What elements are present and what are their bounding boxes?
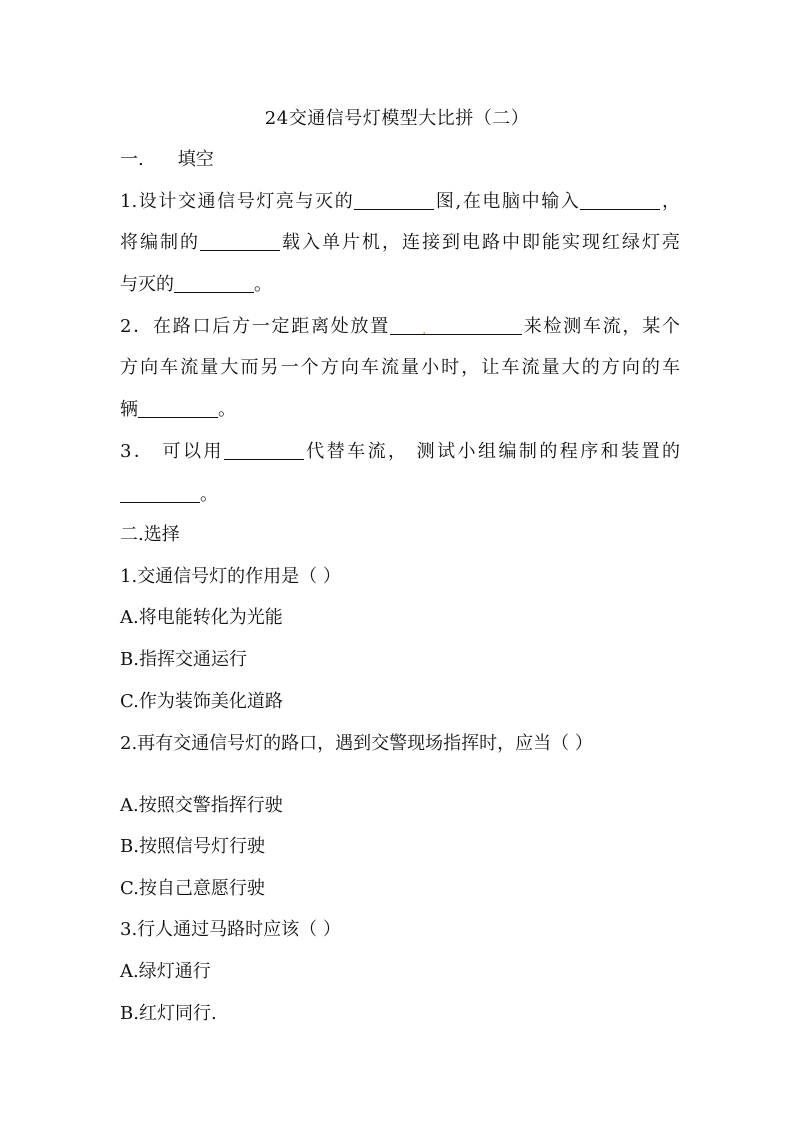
option-a[interactable]: A.按照交警指挥行驶: [120, 795, 283, 816]
section-number: 一.: [120, 149, 144, 170]
question-1-line-2: 将编制的 载入单片机，连接到电路中即能实现红绿灯亮: [120, 232, 680, 253]
answer-blank[interactable]: [174, 274, 254, 293]
answer-blank[interactable]: [224, 441, 304, 460]
answer-blank[interactable]: [200, 232, 280, 251]
choice-question-1: 1.交通信号灯的作用是（ ）: [120, 566, 341, 587]
choice-question-3: 3.行人通过马路时应该（ ）: [120, 919, 341, 940]
question-2-line-2: 方向车流量大而另一个方向车流量小时，让车流量大的方向的车: [120, 357, 680, 378]
answer-blank[interactable]: [390, 316, 522, 338]
answer-blank[interactable]: [580, 191, 660, 210]
option-b[interactable]: B.按照信号灯行驶: [120, 836, 265, 857]
option-a[interactable]: A.将电能转化为光能: [120, 607, 283, 628]
answer-blank[interactable]: [354, 191, 434, 210]
option-b[interactable]: B.红灯同行.: [120, 1003, 217, 1024]
question-1-line-1: 1.设计交通信号灯亮与灭的 图,在电脑中输入 ，: [120, 191, 680, 212]
question-3-line-2: 。: [120, 483, 680, 507]
section-heading-multiple-choice: 二.选择: [120, 524, 180, 545]
option-a[interactable]: A.绿灯通行: [120, 961, 211, 982]
stray-mark: .: [421, 322, 427, 338]
question-2-line-1: 2．在路口后方一定距离处放置 . 来检测车流，某个: [120, 315, 680, 339]
answer-blank[interactable]: [120, 484, 200, 503]
option-b[interactable]: B.指挥交通运行: [120, 649, 247, 670]
section-title: 填空: [177, 149, 214, 170]
answer-blank[interactable]: [138, 399, 218, 418]
question-3-line-1: 3． 可以用 代替车流， 测试小组编制的程序和装置的: [120, 441, 680, 462]
question-2-line-3: 辆 。: [120, 399, 236, 420]
choice-question-2: 2.再有交通信号灯的路口，遇到交警现场指挥时，应当（ ）: [120, 733, 593, 754]
page-title: 24交通信号灯模型大比拼（二）: [264, 108, 530, 129]
question-1-line-3: 与灭的 。: [120, 274, 272, 295]
option-c[interactable]: C.按自己意愿行驶: [120, 878, 265, 899]
option-c[interactable]: C.作为装饰美化道路: [120, 691, 283, 712]
section-heading-fill-blank: [120, 148, 680, 172]
